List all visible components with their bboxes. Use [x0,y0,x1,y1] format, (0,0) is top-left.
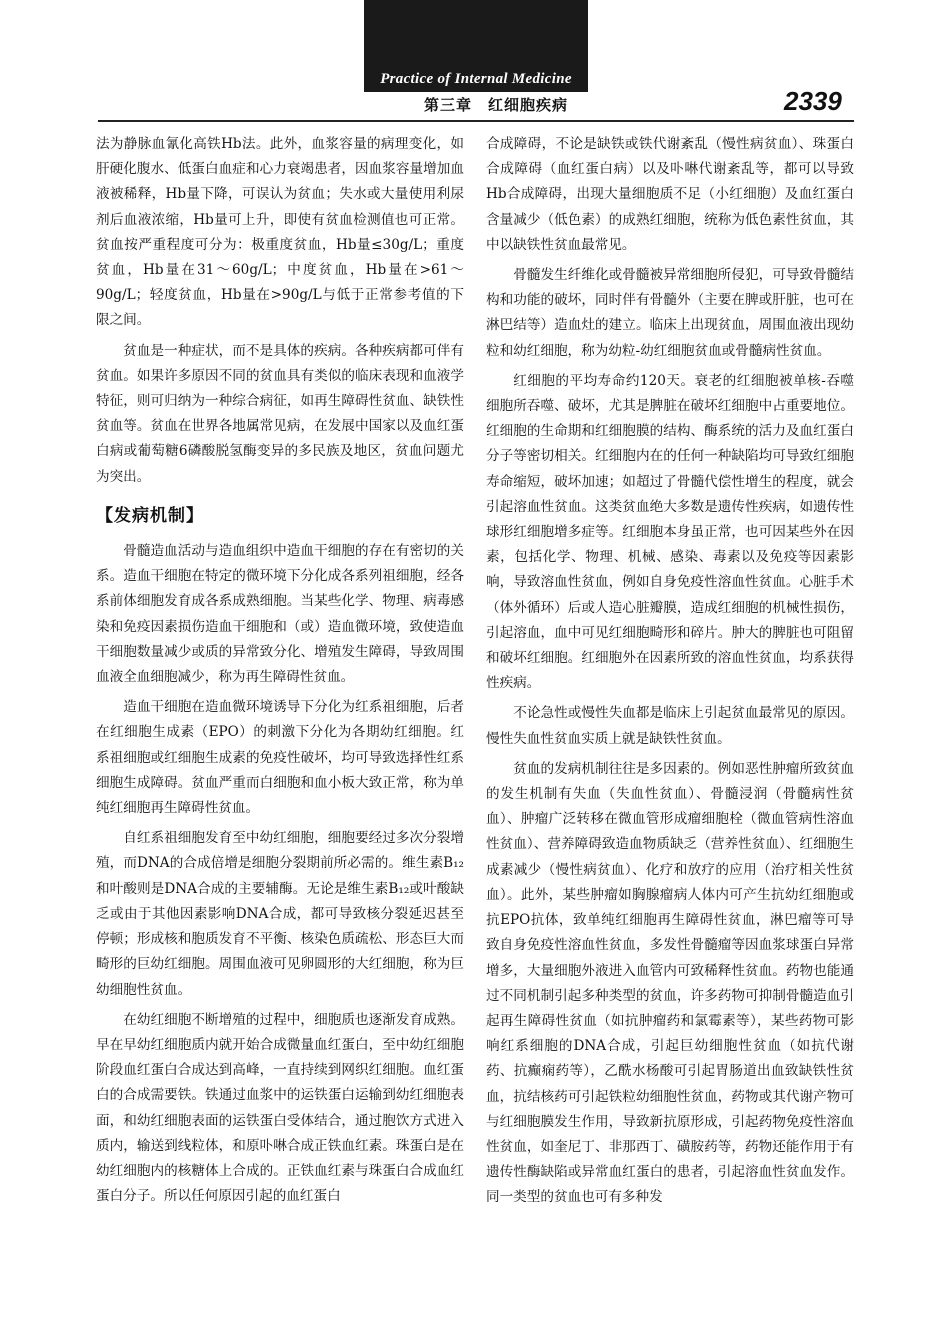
left-column [96,132,464,1214]
paragraph: 自红系祖细胞发育至中幼红细胞，细胞要经过多次分裂增殖，而DNA的合成倍增是细胞分裂期前所必需的。维生素B₁₂和叶酸则是DNA合成的主要辅酶。无论是维生素B₁₂或叶酸缺乏或由于其他因素影响DNA合成，都可导致核分裂延迟甚至停顿；形成核和胞质发育不平衡、核染色质疏松、形态巨大而畸形的巨幼红细胞。周围血液可见卵圆形的大红细胞，称为巨幼细胞性贫血。 [96,830,464,998]
journal-title: Practice of Internal Medicine [380,71,572,87]
paragraph: 不论急性或慢性失血都是临床上引起贫血最常见的原因。慢性失血性贫血实质上就是缺铁性贫血。 [486,705,854,747]
paragraph: 合成障碍，不论是缺铁或铁代谢紊乱（慢性病贫血）、珠蛋白合成障碍（血红蛋白病）以及卟啉代谢紊乱等，都可以导致Hb合成障碍，出现大量细胞质不足（小红细胞）及血红蛋白含量减少（低色素）的成熟红细胞，统称为低色素性贫血，其中以缺铁性贫血最常见。 [486,136,854,253]
paragraph: 在幼红细胞不断增殖的过程中，细胞质也逐渐发育成熟。早在早幼红细胞质内就开始合成微量血红蛋白，至中幼红细胞阶段血红蛋白合成达到高峰，一直持续到网织红细胞。血红蛋白的合成需要铁。铁通过血浆中的运铁蛋白运输到幼红细胞表面，和幼红细胞表面的运铁蛋白受体结合，通过胞饮方式进入质内，输送到线粒体，和原卟啉合成正铁血红素。珠蛋白是在幼红细胞内的核糖体上合成的。正铁血红素与珠蛋白合成血红蛋白分子。所以任何原因引起的血红蛋白 [96,1011,464,1205]
chapter-title: 第三章 红细胞疾病 [424,96,569,114]
paragraph: 骨髓造血活动与造血组织中造血干细胞的存在有密切的关系。造血干细胞在特定的微环境下分化成各系列祖细胞，经各系前体细胞发育成各系成熟细胞。当某些化学、物理、病毒感染和免疫因素损伤造血干细胞和（或）造血微环境，致使造血干细胞数量减少或质的异常致分化、增殖发生障碍，导致周围血液全血细胞减少，称为再生障碍性贫血。 [96,543,464,686]
paragraph: 贫血是一种症状，而不是具体的疾病。各种疾病都可伴有贫血。如果许多原因不同的贫血具有类似的临床表现和血液学特征，则可归纳为一种综合病征，如再生障碍性贫血、缺铁性贫血等。贫血在世界各地属常见病，在发展中国家以及血红蛋白病或葡萄糖6磷酸脱氢酶变异的多民族及地区，贫血问题尤为突出。 [96,342,464,485]
page-number: 2339 [784,86,842,116]
header-divider [98,120,854,122]
paragraph: 红细胞的平均寿命约120天。衰老的红细胞被单核-吞噬细胞所吞噬、破坏，尤其是脾脏在破坏红细胞中占重要地位。红细胞的生命期和红细胞膜的结构、酶系统的活力及血红蛋白分子等密切相关。红细胞内在的任何一种缺陷均可导致红细胞寿命缩短，破坏加速；如超过了骨髓代偿性增生的程度，就会引起溶血性贫血。这类贫血绝大多数是遗传性疾病，如遗传性球形红细胞增多症等。红细胞本身虽正常，也可因某些外在因素，包括化学、物理、机械、感染、毒素以及免疫等因素影响，导致溶血性贫血，例如自身免疫性溶血性贫血。心脏手术（体外循环）后或人造心脏瓣膜，造成红细胞的机械性损伤，引起溶血，血中可见红细胞畸形和碎片。肿大的脾脏也可阻留和破坏红细胞。红细胞外在因素所致的溶血性贫血，均系获得性疾病。 [486,372,854,692]
paragraph: 造血干细胞在造血微环境诱导下分化为红系祖细胞，后者在红细胞生成素（EPO）的刺激下分化为各期幼红细胞。红系祖细胞或红细胞生成素的免疫性破坏，均可导致选择性红系细胞生成障碍。贫血严重而白细胞和血小板大致正常，称为单纯红细胞再生障碍性贫血。 [96,699,464,817]
paragraph: 法为静脉血氰化高铁Hb法。此外，血浆容量的病理变化，如肝硬化腹水、低蛋白血症和心力衰竭患者，因血浆容量增加血液被稀释，Hb量下降，可误认为贫血；失水或大量使用利尿剂后血液浓缩，Hb量可上升，即使有贫血检测值也可正常。贫血按严重程度可分为：极重度贫血，Hb量≤30g/L；重度贫血，Hb量在31～60g/L；中度贫血，Hb量在>61～90g/L；轻度贫血，Hb量在>90g/L与低于正常参考值的下限之间。 [96,136,464,329]
journal-masthead [364,0,588,92]
paragraph: 骨髓发生纤维化或骨髓被异常细胞所侵犯，可导致骨髓结构和功能的破坏，同时伴有骨髓外（主要在脾或肝脏，也可在淋巴结等）造血灶的建立。临床上出现贫血，周围血液出现幼粒和幼红细胞，称为幼粒-幼红细胞贫血或骨髓病性贫血。 [486,267,854,359]
paragraph: 贫血的发病机制往往是多因素的。例如恶性肿瘤所致贫血的发生机制有失血（失血性贫血）、骨髓浸润（骨髓病性贫血）、肿瘤广泛转移在微血管形成瘤细胞栓（微血管病性溶血性贫血）、营养障碍致造血物质缺乏（营养性贫血）、红细胞生成素减少（慢性病贫血）、化疗和放疗的应用（治疗相关性贫血）。此外，某些肿瘤如胸腺瘤病人体内可产生抗幼红细胞或抗EPO抗体，致单纯红细胞再生障碍性贫血，淋巴瘤等可导致自身免疫性溶血性贫血，多发性骨髓瘤等因血浆球蛋白异常增多，大量细胞外液进入血管内可致稀释性贫血。药物也能通过不同机制引起多种类型的贫血，许多药物可抑制骨髓造血引起再生障碍性贫血（如抗肿瘤药和氯霉素等），某些药物可影响红系细胞的DNA合成，引起巨幼细胞性贫血（如抗代谢药、抗癫痫药等），乙酰水杨酸可引起胃肠道出血致缺铁性贫血，抗结核药可引起铁粒幼细胞性贫血，药物或其代谢产物可与红细胞膜发生作用，导致新抗原形成，引起药物免疫性溶血性贫血，如奎尼丁、非那西丁、磺胺药等，药物还能作用于有遗传性酶缺陷或异常血红蛋白的患者，引起溶血性贫血发作。同一类型的贫血也可有多种发 [486,760,854,1206]
section-heading: 【发病机制】 [96,505,204,526]
right-column [486,132,854,1216]
